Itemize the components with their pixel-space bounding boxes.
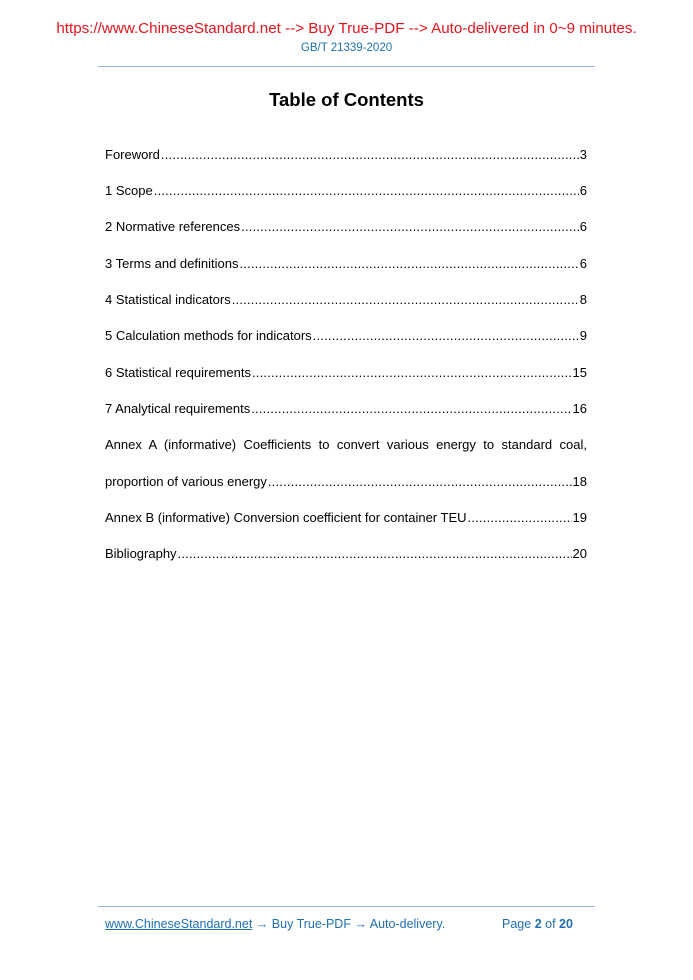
- toc-entry-calculation-methods[interactable]: [105, 328, 587, 344]
- toc-entry-normative-references[interactable]: [105, 219, 587, 235]
- page-title: Table of Contents: [269, 89, 424, 110]
- page-current: 2: [534, 917, 542, 931]
- toc-entry-label: Bibliography: [105, 546, 177, 561]
- toc-entry-page: 8: [579, 292, 587, 307]
- toc-entry-label: 4 Statistical indicators: [105, 292, 231, 307]
- toc-leader-dots: [154, 183, 579, 199]
- toc-leader-dots: [232, 292, 579, 308]
- toc-entry-page: 15: [572, 365, 587, 380]
- page-indicator: [502, 917, 573, 932]
- toc-entry-annex-a[interactable]: Annex A (informative) Coefficients to convert various energy to standard coal,: [105, 437, 587, 452]
- page-of: of: [545, 917, 556, 931]
- toc-entry-label: 2 Normative references: [105, 219, 241, 234]
- toc-entry-page: 6: [579, 219, 587, 234]
- toc-entry-page: 3: [579, 147, 587, 162]
- toc-leader-dots: [161, 147, 579, 163]
- arrow-right-icon: →: [255, 917, 269, 931]
- source-banner[interactable]: https://www.ChineseStandard.net --> Buy True-PDF --> Auto-delivered in 0~9 minutes.: [56, 20, 637, 37]
- toc-entry-page: 18: [572, 474, 587, 489]
- toc-entry-annex-a-continuation[interactable]: [105, 474, 587, 490]
- toc-leader-dots: [239, 256, 578, 272]
- toc-leader-dots: [251, 401, 571, 417]
- toc-entry-label: Foreword: [105, 147, 160, 162]
- toc-entry-page: 19: [572, 510, 587, 525]
- toc-entry-statistical-requirements[interactable]: [105, 365, 587, 381]
- toc-entry-bibliography[interactable]: [105, 546, 587, 562]
- toc-leader-dots: [468, 510, 572, 526]
- toc-entry-foreword[interactable]: [105, 147, 587, 163]
- footer-divider: [98, 906, 595, 907]
- toc-leader-dots: [268, 474, 572, 490]
- toc-entry-page: 6: [579, 183, 587, 198]
- toc-entry-label: proportion of various energy: [105, 474, 267, 489]
- footer-buy-text: Buy True-PDF: [271, 917, 351, 931]
- toc-entry-page: 9: [579, 328, 587, 343]
- toc-leader-dots: [178, 546, 572, 562]
- footer-site-link[interactable]: www.ChineseStandard.net: [105, 917, 253, 931]
- toc-leader-dots: [252, 365, 572, 381]
- footer-links: [105, 917, 445, 932]
- toc-entry-analytical-requirements[interactable]: [105, 401, 587, 417]
- toc-entry-label: 1 Scope: [105, 183, 153, 198]
- toc-entry-label: 7 Analytical requirements: [105, 401, 251, 416]
- page-total: 20: [559, 917, 573, 931]
- toc-entry-terms-and-definitions[interactable]: [105, 256, 587, 272]
- document-number: GB/T 21339-2020: [300, 42, 393, 54]
- toc-entry-page: 16: [572, 401, 587, 416]
- toc-entry-page: 20: [572, 546, 587, 561]
- footer-delivery-text: Auto-delivery.: [369, 917, 446, 931]
- toc-entry-label: 3 Terms and definitions: [105, 256, 239, 271]
- toc-entry-annex-b[interactable]: [105, 510, 587, 526]
- page-prefix: Page: [502, 917, 532, 931]
- header-divider: [98, 66, 595, 67]
- toc-entry-page: 6: [579, 256, 587, 271]
- toc-leader-dots: [241, 219, 579, 235]
- toc-entry-label: 5 Calculation methods for indicators: [105, 328, 312, 343]
- toc-entry-label: 6 Statistical requirements: [105, 365, 251, 380]
- toc-entry-scope[interactable]: [105, 183, 587, 199]
- arrow-right-icon: →: [354, 917, 367, 931]
- toc-entry-statistical-indicators[interactable]: [105, 292, 587, 308]
- toc-entry-label: Annex B (informative) Conversion coefficient for container TEU: [105, 510, 467, 525]
- toc-leader-dots: [313, 328, 579, 344]
